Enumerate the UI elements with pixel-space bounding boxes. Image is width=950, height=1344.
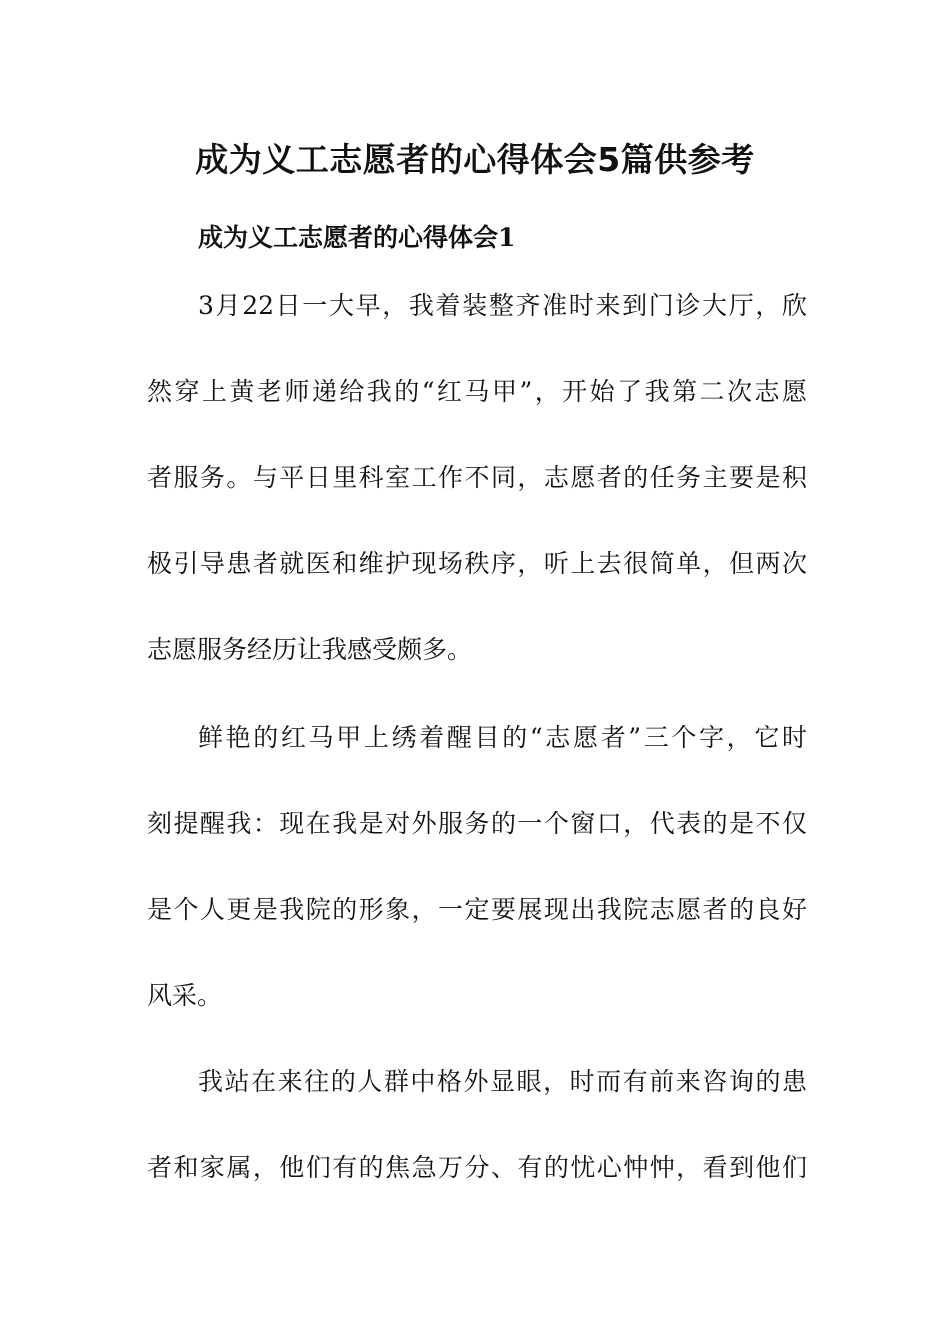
paragraph-1-line-4: 极引导患者就医和维护现场秩序，听上去很简单，但两次 xyxy=(147,549,807,578)
paragraph-2-line-1: 鲜艳的红马甲上绣着醒目的“志愿者”三个字，它时 xyxy=(198,723,807,752)
paragraph-1-line-1: 3月22日一大早，我着装整齐准时来到门诊大厅，欣 xyxy=(198,291,807,320)
section-heading: 成为义工志愿者的心得体会1 xyxy=(198,223,516,252)
paragraph-2-line-2: 刻提醒我：现在我是对外服务的一个窗口，代表的是不仅 xyxy=(147,809,807,838)
document-title: 成为义工志愿者的心得体会5篇供参考 xyxy=(195,140,755,179)
paragraph-1-line-3: 者服务。与平日里科室工作不同，志愿者的任务主要是积 xyxy=(147,463,807,492)
paragraph-1-line-2: 然穿上黄老师递给我的“红马甲”，开始了我第二次志愿 xyxy=(147,377,807,406)
paragraph-1-line-5: 志愿服务经历让我感受颇多。 xyxy=(147,635,473,664)
paragraph-2-line-3: 是个人更是我院的形象，一定要展现出我院志愿者的良好 xyxy=(147,895,807,924)
paragraph-3-line-2: 者和家属，他们有的焦急万分、有的忧心忡忡，看到他们 xyxy=(147,1153,807,1182)
paragraph-3-line-1: 我站在来往的人群中格外显眼，时而有前来咨询的患 xyxy=(198,1067,807,1096)
paragraph-2-line-4: 风采。 xyxy=(147,981,223,1010)
